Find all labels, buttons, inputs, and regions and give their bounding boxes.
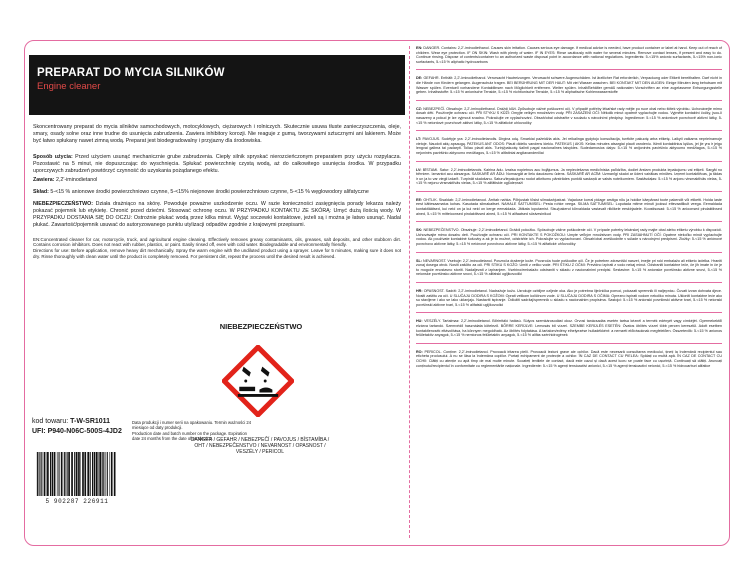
- language-code: SK:: [416, 228, 423, 233]
- corrosion-pictogram-icon: [222, 345, 294, 417]
- barcode-bar: [84, 452, 86, 496]
- barcode-bar: [98, 452, 99, 496]
- barcode-bar: [54, 452, 55, 496]
- en-intro: EN:Concentrated cleaner for car, motorcycle, truck, and agricultural engine cleaning. Effectively removes greasy contaminants, oils, greases, salt deposits, and other stubborn dirt. Contains corrosion inhibitors. Does not react with rubber, plastics, or paint. Easily rinsed off, even with cold water. Biodegradable and environmentally friendly.: [33, 236, 401, 248]
- hazard-title: NIEBEZPIECZEŃSTWO: [219, 322, 303, 331]
- language-code: EE:: [416, 197, 423, 202]
- translation-block: [416, 319, 722, 343]
- barcode-bar: [64, 452, 65, 496]
- barcode-bar: [68, 452, 70, 496]
- translation-block: [416, 350, 722, 373]
- barcode-bar: [57, 452, 58, 496]
- translation-text: PAVOJUS. Sudėtyje yra: 2,2'-iminodietanolis. Dirgina odą. Smarkiai pažeidžia akis. Jei reikalinga gydytojo konsultacija, turėkite pakuotę arba etiketę. Laikyti vaikams neprieinamoje vietoje. Naudoti akių apsaugą. PATEKUS ANT ODOS: Plauti dideliu vandens kiekiu. PATEKUS Į AKIS: Kelias minutes atsargiai plauti vandeniu. Išimti kontaktinius lęšius, jei jie yra ir jeigu lengvai galima tai padaryti. Toliau plauti akis. Turinį/pakuotę šalinti pagal nacionalines taisykles. Sudedamosios dalys: 5-<15 % anijoninės paviršinio aktyvumo medžiagos, 5-<15 % nejoninės paviršinio aktyvumo medžiagos, 5-<15 % alifatiniai angliavandeniliai: [416, 137, 722, 155]
- product-subtitle: Engine cleaner: [37, 81, 101, 92]
- translation-block: [416, 46, 722, 70]
- usage-label: Sposób użycia:: [33, 153, 73, 160]
- ufi-label: UFI:: [32, 428, 46, 435]
- danger-text: Działa drażniąco na skórę. Powoduje poważne uszkodzenie oczu. W razie konieczności zasięgnięcia porady lekarza należy pokazać pojemnik lub etykietę. Chronić przed dziećmi. Stosować ochronę oczu. W PRZYPADKU KONTAKTU ZE SKÓRĄ: Umyć dużą ilością wody. W PRZYPADKU DOSTANIA SIĘ DO OCZU: Ostrożnie płukać wodą przez kilka minut. Wyjąć soczewki kontaktowe, jeżeli są i można je łatwo usunąć. Nadal płukać. Zawartość/pojemnik usuwać do autoryzowanego punktu utylizacji odpadów zgodnie z krajowymi przepisami.: [33, 201, 401, 228]
- barcode-bar: [46, 452, 47, 496]
- translation-block: [416, 107, 722, 131]
- barcode-bar: [71, 452, 73, 496]
- translation-text: NEBEZPEČÍ. Obsahuje: 2,2'-iminodiethanol. Dráždí kůži. Způsobuje vážné poškození očí. V případě potřeby lékařské rady mějte po ruce obal nebo štítek výrobku. Uchovávejte mimo dosah dětí. Používejte ochranu očí. PŘI STYKU S KŮŽÍ: Omyjte velkým množstvím vody. PŘI ZASAŽENÍ OČÍ: Několik minut opatrně vyplachujte vodou. Vyjměte kontaktní čočky, jsou-li nasazeny a pokud je lze vyjmout snadno. Pokračujte ve vyplachování. Obsah/obal odstraňte v souladu s národními předpisy. Ingredience: 5-<15 % aniontové povrchově aktivní látky, 5-<15 % neiontové povrchově aktivní látky, 5-<15 % alifatické uhlovodíky: [416, 106, 722, 125]
- translation-text: VESZÉLY. Tartalmaz: 2,2'-iminodietanol. Bőrirritáló hatású. Súlyos szemkárosodást okoz. Orvosi tanácsadás esetén tartsa kéznél a termék edényét vagy címkéjét. Gyermekektől elzárva tartandó. Szemvédő használata kötelező. BŐRRE KERÜLVE: Lemosás bő vízzel. SZEMBE KERÜLÉS ESETÉN: Óvatos öblítés vízzel több percen keresztül. Adott esetben kontaktlencsék eltávolítása, ha könnyen megoldható. Az öblítés folytatása. A tartalom/edény elhelyezése hulladékként: a nemzeti előírásoknak megfelelően. Összetevők: 5-<15 % anionos felületaktív anyagok, 5-<15 % nemionos felületaktív anyagok, 5-<15 % alifás szénhidrogének: [416, 319, 722, 338]
- language-code: DE:: [416, 76, 423, 81]
- barcode-bar: [105, 452, 106, 496]
- barcode-bar: [56, 452, 57, 496]
- translation-text: OPASNOST. Sadrži: 2,2'-iminodietanol. Nadražuje kožu. Uzrokuje ozbiljne ozljede oka. Ako je potrebna liječnička pomoć, pokazati spremnik ili naljepnicu. Čuvati izvan dohvata djece. Nositi zaštitu za oči. U SLUČAJU DODIRA S KOŽOM: Oprati velikom količinom vode. U SLUČAJU DODIRA S OČIMA: Oprezno ispirati vodom nekoliko minuta. Ukloniti kontaktne leće ako su stavljene i ako se lako uklanjaju. Nastaviti ispiranje. Odložiti sadržaj/spremnik u skladu s nacionalnim propisima. Sastojci: 5-<15 % anionski površinski aktivne tvari, 5-<15 % neionski površinski aktivne tvari, 5-<15 % alifatski ugljikovodici: [416, 289, 722, 307]
- translation-text: NEVARNOST. Vsebuje: 2,2'-iminodietanol. Povzroča draženje kože. Povzroča hude poškodbe oči. Če je potreben zdravniški nasvet, imejte pri roki embalažo ali etiketo izdelka. Hraniti zunaj dosega otrok. Nositi zaščito za oči. PRI STIKU S KOŽO: Umiti z veliko vode. PRI STIKU Z OČMI: Previdno izpirati z vodo nekaj minut. Odstraniti kontaktne leče, če jih imate in če je to mogoče enostavno storiti. Nadaljevati z izpiranjem. Vsebino/embalažo odstraniti v skladu z nacionalnimi predpisi. Sestavine: 5-<15 % anionske površinsko aktivne snovi, 5-<15 % neionske površinsko aktivne snovi, 5-<15 % alifatski ogljikovodiki: [416, 258, 723, 277]
- translation-block: [416, 228, 722, 252]
- left-panel: [29, 55, 405, 259]
- production-note-pl: Data produkcji i numer serii na opakowaniu. Termin ważności 24 miesiące od daty produkcji.: [132, 420, 252, 431]
- production-notes: [132, 420, 252, 442]
- usage-section: [33, 154, 401, 175]
- translation-text: PERICOL. Conține: 2,2'-iminodietanol. Provoacă iritarea pielii. Provoacă leziuni grave ale ochilor. Dacă este necesară consultarea medicului, țineți la îndemână recipientul sau eticheta produsului. A nu se lăsa la îndemâna copiilor. Purtați echipament de protecție a ochilor. ÎN CAZ DE CONTACT CU PIELEA: Spălați cu multă apă. ÎN CAZ DE CONTACT CU OCHII: Clătiți cu atenție cu apă timp de mai multe minute. Scoateți lentilele de contact, dacă este cazul și dacă acest lucru se poate face cu ușurință. Continuați să clătiți. Aruncați conținutul/recipientul în conformitate cu reglementările naționale. Ingrediente: 5-<15 % agenți tensioactivi anionici, 5-<15 % agenți tensioactivi neionici, 5-<15 % hidrocarburi alifatice: [416, 349, 723, 368]
- contains-label: Zawiera:: [33, 177, 55, 184]
- en-directions: Directions for use: Before application, remove heavy dirt mechanically. Spray the warm engine with the undiluted product using a sprayer. Leave for 5 minutes, making sure it does not dry. Rinse thoroughly with clean water until the product is completely removed. For persistent dirt, repeat the process until the desired result is achieved.: [33, 248, 401, 259]
- product-code-label: kod towaru:: [32, 418, 69, 425]
- ufi-code: P940-N06C-500S-4JD2: [47, 428, 122, 435]
- translations-panel: [416, 46, 722, 379]
- barcode-bar: [37, 452, 38, 496]
- barcode-bar: [82, 452, 84, 496]
- product-codes: [32, 417, 126, 437]
- translation-block: [416, 198, 722, 222]
- barcode-bar: [50, 452, 51, 496]
- title-banner: [29, 55, 405, 115]
- barcode-bar: [47, 452, 49, 496]
- barcode-bar: [39, 452, 40, 496]
- translation-text: NEBEZPEČENSTVO. Obsahuje: 2,2'-iminodietanol. Dráždi pokožku. Spôsobuje vážne poškodenie očí. V prípade potreby lekárskej rady majte obal alebo etiketu výrobku k dispozícii. Uchovávajte mimo dosahu detí. Používajte ochranu očí. PRI KONTAKTE S POKOŽKOU: Umyte veľkým množstvom vody. PRI ZASIAHNUTÍ OČÍ: Opatrne niekoľko minút vyplachujte vodou. Ak používate kontaktné šošovky a ak je to možné, odstráňte ich. Pokračujte vo vyplachovaní. Obsah/obal zneškodnite v súlade s národnými predpismi. Zložky: 5-<15 % aniónové povrchovo aktívne látky, 5-<15 % neiónové povrchovo aktívne látky, 5-<15 % alifatické uhľovodíky: [416, 228, 722, 247]
- description-pl: Skoncentrowany preparat do mycia silników samochodowych, motocyklowych, ciężarowych i rolniczych. Skutecznie usuwa tłuste zanieczyszczenia, oleje, smary, osady solne oraz inne trudne do usunięcia zabrudzenia. Zawiera inhibitory korozji. Nie reaguje z gumą, tworzywami sztucznymi ani lakierem. Może być łatwo spłukany nawet zimną wodą. Preparat jest biodegradowalny i przyjazny dla środowiska.: [33, 124, 401, 144]
- description-en: [33, 237, 401, 259]
- barcode-bar: [74, 452, 75, 496]
- translation-block: [416, 259, 722, 283]
- product-code: T-W-SR1011: [70, 418, 111, 425]
- barcode-bar: [44, 452, 46, 496]
- composition-section: [33, 189, 401, 196]
- language-code: RO:: [416, 349, 423, 354]
- product-title: PREPARAT DO MYCIA SILNIKÓW: [37, 67, 225, 79]
- language-code: CZ:: [416, 106, 423, 111]
- composition-text: 5-<15 % anionowe środki powierzchniowo czynne, 5-<15% niejonowe środki powierzchniowo czynne, 5-<15 % węglowodory alifatyczne: [50, 189, 369, 196]
- barcode-bar: [94, 452, 96, 496]
- barcode-bar: [114, 452, 116, 496]
- translation-block: [416, 76, 722, 100]
- barcode-bar: [76, 452, 78, 496]
- translation-block: [416, 137, 722, 161]
- contains-section: [33, 177, 401, 184]
- translation-block: [416, 289, 722, 313]
- translation-text: GEFAHR. Enthält: 2,2'-Iminodiethanol. Verursacht Hautreizungen. Verursacht schwere Augenschäden. Ist ärztlicher Rat erforderlich, Verpackung oder Etikett bereithalten. Darf nicht in die Hände von Kindern gelangen. Augenschutz tragen. BEI BERÜHRUNG MIT DER HAUT: Mit viel Wasser waschen. BEI KONTAKT MIT DEN AUGEN: Einige Minuten lang behutsam mit Wasser spülen. Eventuell vorhandene Kontaktlinsen nach Möglichkeit entfernen. Weiter spülen. Inhalt/Behälter gemäß nationalen Vorschriften an eine zugelassene Entsorgungsstelle geben. Inhaltsstoffe: 5-<15 % anionische Tenside, 5-<15 % nichtionische Tenside, 5-<15 % aliphatische Kohlenwasserstoffe: [416, 76, 722, 95]
- barcode-bar: [109, 452, 110, 496]
- usage-text: Przed użyciem usunąć mechanicznie grube zabrudzenia. Ciepły silnik spryskać nierozcieńczonym preparatem przy użyciu rozpylacza. Pozostawić na 5 minut, nie dopuszczając do wyschnięcia. Spłukać powierzchnię czystą wodą, aż do całkowitego usunięcia środka. W przypadku uporczywych zabrudzeń powtórzyć czynność do uzyskania pożądanego efektu.: [33, 153, 401, 174]
- barcode-bar: [96, 452, 98, 496]
- barcode-bar: [92, 452, 93, 496]
- barcode-bar: [87, 452, 89, 496]
- translation-text: BĪSTAMI. Satur: 2,2'-iminodietanols. Kairina ādu. Izraisa nopietnus acu bojājumus. Ja nepieciešama medicīniska palīdzība, dodiet ārstam produkta iepakojumu vai etiķeti. Sargāt no bērniem. Izmantot acu aizsargus. SASKARĒ AR ĀDU: Nomazgāt ar lielu daudzumu ūdens. SASKARĒ AR ACĪM: Uzmanīgi skalot ar ūdeni vairākas minūtes. Izņemt kontaktlēcas, ja tādas ir un ja to var viegli izdarīt. Turpināt skalošanu. Saturu/iepakojumu nodot atkritumu pārstrādes punktā saskaņā ar valsts noteikumiem. Sastāvdaļas: 5-<15 % anjonu virsmaktīvās vielas, 5-<15 % nejonu virsmaktīvās vielas, 5-<15 % alifātiskie ogļūdeņraži: [416, 167, 722, 186]
- language-code: EN:: [416, 46, 423, 50]
- barcode-bar: [102, 452, 103, 496]
- translation-block: [416, 168, 722, 192]
- barcode-bar: [80, 452, 81, 496]
- translation-text: DANGER. Contains: 2,2'-iminodiethanol. Causes skin irritation. Causes serious eye damage. If medical advice is needed, have product container or label at hand. Keep out of reach of children. Wear eye protection. IF ON SKIN: Wash with plenty of water. IF IN EYES: Rinse cautiously with water for several minutes. Remove contact lenses, if present and easy to do. Continue rinsing. Dispose of contents/container to an authorized waste disposal point in accordance with national regulations. Ingredients: 5-<15% anionic surfactants, 5-<15% non-ionic surfactants, 5-<15 % aliphatic hydrocarbons: [416, 46, 722, 64]
- danger-label: NIEBEZPIECZEŃSTWO:: [33, 201, 94, 208]
- fold-line: [409, 46, 410, 538]
- barcode-bar: [65, 452, 66, 496]
- barcode-bar: [103, 452, 104, 496]
- product-code-row: [32, 417, 126, 427]
- barcode-bar: [40, 452, 41, 496]
- barcode-bar: [111, 452, 113, 496]
- barcode-number: 5 902287 226911: [45, 498, 109, 505]
- barcode-bar: [90, 452, 91, 496]
- ufi-row: [32, 427, 126, 437]
- barcode-bar: [41, 452, 42, 496]
- translation-text: OHTLIK. Sisaldab: 2,2'-iminodietanool. Ärritab nahka. Põhjustab tõsist silmakahjustust. Vajaduse korral pidage arstiga nõu ja hoidke käepärast toote pakendit või etiketti. Hoida laste eest kättesaamatus kohas. Kasutada silmakaitset. NAHALE SATTUMISEL: Pesta rohke veega. SILMA SATTUMISEL: Loputada mitme minuti jooksul ettevaatlikult veega. Eemaldada kontaktläätsed, kui neid on ja kui neid on kerge eemaldada. Jätkata loputamist. Sisu/pakend kõrvaldada vastavalt riiklikele eeskirjadele. Koostisosad: 5-<15 % anioonsed pindaktiivsed ained, 5-<15 % mitteioonsed pindaktiivsed ained, 5-<15 % alifaatsed süsivesinikud: [416, 197, 722, 216]
- production-note-en: Production date and batch number on the package. Expiration date 24 months from the date of production.: [132, 430, 248, 442]
- language-code: LT:: [416, 137, 422, 142]
- composition-label: Skład:: [33, 189, 49, 196]
- barcode-bar: [99, 452, 101, 496]
- barcode-bar: [107, 452, 108, 496]
- signal-words: DANGER / GEFAHR / NEBEZPEČÍ / PAVOJUS / BĪSTAMĪBA / OHT / NEBEZPEČENSTVO / NEVARNOST / OPASNOST / VESZÉLY / PERICOL: [190, 437, 330, 456]
- barcode-bar: [78, 452, 80, 496]
- barcode-bar: [52, 452, 54, 496]
- barcode-bar: [61, 452, 63, 496]
- barcode-bar: [67, 452, 68, 496]
- language-code: HR:: [416, 289, 423, 293]
- contains-text: 2,2'-iminodietanol: [55, 177, 98, 184]
- barcode-image: [36, 452, 116, 496]
- language-code: LV:: [416, 167, 422, 172]
- language-code: SL:: [416, 258, 422, 263]
- danger-section: [33, 201, 401, 229]
- language-code: HU:: [416, 319, 423, 324]
- barcode-bar: [58, 452, 59, 496]
